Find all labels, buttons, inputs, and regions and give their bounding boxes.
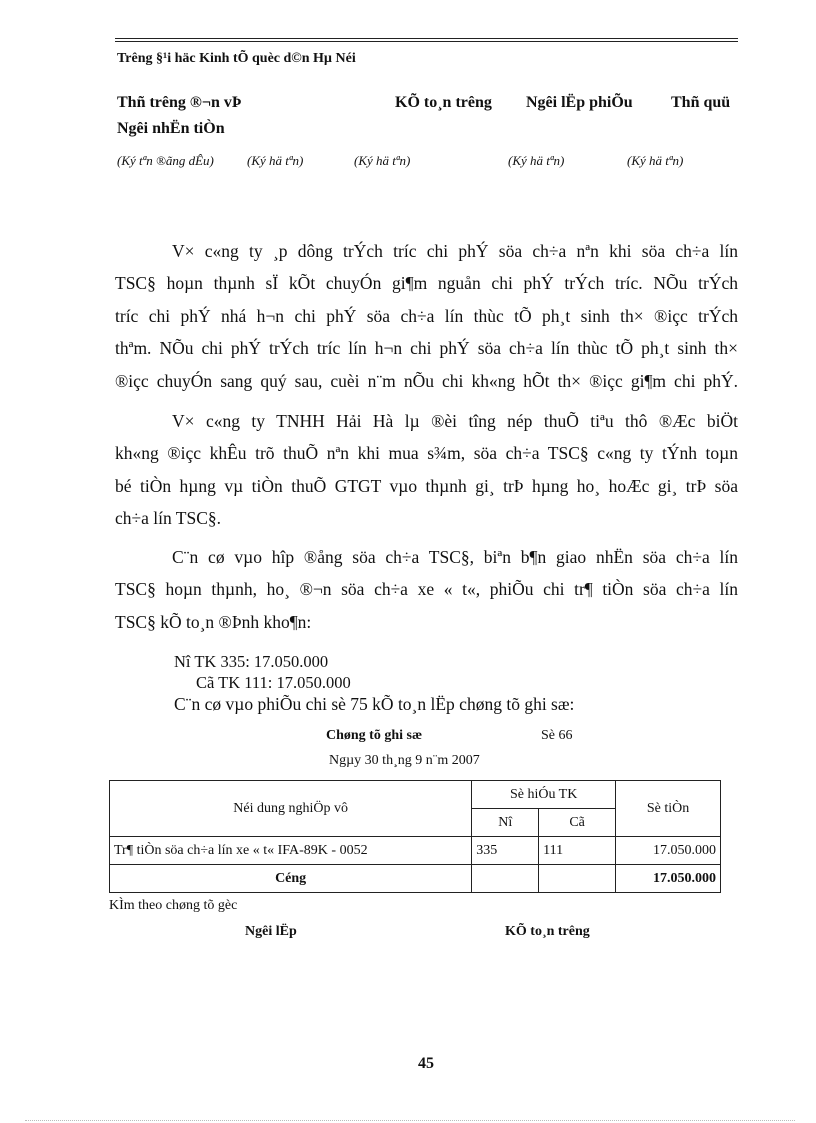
voucher-title: Chøng tõ ghi sæ	[326, 728, 423, 743]
header-debit: Nî	[472, 809, 539, 837]
paragraph-line: V× c«ng ty TNHH Hải Hà lµ ®èi tîng nép thuÕ tiªu thô ®Æc biÖt	[172, 411, 738, 431]
paragraph-line: C¨n cø vµo hîp ®ång söa ch÷a TSC§, biªn b¶n giao nhËn söa ch÷a lín	[172, 547, 738, 567]
voucher-number: Sè 66	[541, 728, 573, 743]
total-label: Céng	[110, 865, 472, 893]
header-account-number: Sè hiÓu TK	[472, 781, 616, 809]
paragraph-line: V× c«ng ty ¸p dông trÝch tríc chi phÝ söa ch÷a nªn khi söa ch÷a lín	[172, 241, 738, 261]
signature-note: (Ký hä tªn)	[508, 153, 565, 168]
debit-entry: Nî TK 335: 17.050.000	[174, 652, 329, 671]
voucher-basis-line: C¨n cø vµo phiÕu chi sè 75 kÕ to¸n lËp chøng tõ ghi sæ:	[174, 694, 575, 714]
header-credit: Cã	[539, 809, 616, 837]
role-unit-head: Thñ trêng ®¬n vÞ	[117, 94, 242, 111]
header-double-line-top	[115, 38, 738, 39]
attachment-note: KÌm theo chøng tõ gèc	[109, 898, 238, 913]
table-total-row	[110, 865, 721, 893]
signature-note: (Ký tªn ®ãng dÊu)	[117, 153, 214, 168]
institution-header: Trêng §¹i häc Kinh tÕ quèc d©n Hµ Néi	[117, 51, 356, 66]
header-double-line-bottom	[115, 41, 738, 42]
header-amount: Sè tiÒn	[616, 781, 721, 837]
paragraph-line: bé tiÒn hµng vµ tiÒn thuÕ GTGT vµo thµnh gi¸ trÞ hµng ho¸ hoÆc gi¸ trÞ söa	[115, 475, 738, 496]
page-bottom-border	[25, 1120, 795, 1121]
page-number: 45	[418, 1055, 434, 1072]
total-debit	[472, 865, 539, 893]
paragraph-excise-tax	[115, 405, 738, 535]
paragraph-line: ®içc chuyÓn sang quý sau, cuèi n¨m nÕu chi kh«ng hÕt th× ®içc gi¶m chi phÝ.	[115, 370, 738, 391]
role-voucher-maker: Ngêi lËp phiÕu	[526, 94, 633, 111]
row-description: Tr¶ tiÒn söa ch÷a lín xe « t« IFA-89K - 0052	[110, 837, 472, 865]
total-amount: 17.050.000	[616, 865, 721, 893]
signature-note: (Ký hä tªn)	[354, 153, 411, 168]
signature-note: (Ký hä tªn)	[247, 153, 304, 168]
header-description: Néi dung nghiÖp vô	[110, 781, 472, 837]
paragraph-line: TSC§ kÕ to¸n ®Þnh kho¶n:	[115, 611, 312, 632]
row-debit-account: 335	[472, 837, 539, 865]
paragraph-line: TSC§ hoµn thµnh sÏ kÕt chuyÓn gi¶m nguån chi phÝ trÝch tríc. NÕu trÝch	[115, 273, 738, 294]
row-credit-account: 111	[539, 837, 616, 865]
total-credit	[539, 865, 616, 893]
credit-entry: Cã TK 111: 17.050.000	[196, 673, 351, 692]
paragraph-line: tríc chi phÝ nhá h¬n chi phÝ söa ch÷a lín thùc tÕ ph¸t sinh th× ®içc trÝch	[115, 305, 738, 326]
signature-note: (Ký hä tªn)	[627, 153, 684, 168]
voucher-date: Ngµy 30 th¸ng 9 n¨m 2007	[329, 753, 480, 768]
journal-voucher-table	[109, 780, 721, 893]
signer-chief-accountant: KÕ to¸n trêng	[505, 924, 590, 939]
paragraph-line: kh«ng ®içc khÊu trõ thuÕ nªn khi mua s¾m, söa ch÷a TSC§ c«ng ty tÝnh toµn	[115, 443, 738, 464]
signer-preparer: Ngêi lËp	[245, 924, 297, 939]
role-chief-accountant: KÕ to¸n trêng	[395, 94, 492, 111]
paragraph-line: TSC§ hoµn thµnh, ho¸ ®¬n söa ch÷a xe « t«, phiÕu chi tr¶ tiÒn söa ch÷a lín	[115, 579, 738, 600]
table-row	[110, 837, 721, 865]
role-recipient: Ngêi nhËn tiÒn	[117, 120, 225, 137]
paragraph-line: ch÷a lín TSC§.	[115, 508, 222, 529]
paragraph-journal-basis	[115, 541, 738, 638]
paragraph-accrual-policy	[115, 235, 738, 397]
role-cashier: Thñ quü	[671, 94, 731, 111]
row-amount: 17.050.000	[616, 837, 721, 865]
paragraph-line: thªm. NÕu chi phÝ trÝch tríc lín h¬n chi phÝ söa ch÷a lín thùc tÕ ph¸t sinh th×	[115, 338, 738, 359]
